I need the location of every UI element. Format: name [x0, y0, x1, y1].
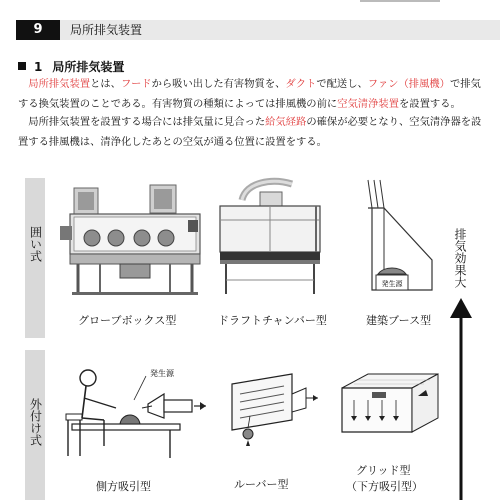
term-air-cleaner: 空気清浄装置: [337, 98, 399, 110]
booth-source-label: 発生源: [381, 280, 403, 288]
row-label-external: [25, 398, 45, 450]
louver-diagram: [222, 364, 322, 454]
paragraph-definition: 局所排気装置とは、フードから吸い出した有害物質を、ダクトで配送し、ファン（排風機）で排気する換気装置のことである。有害物質の種類によっては排風機の前に空気清浄装置を設置する。: [18, 78, 481, 110]
caption-draft-chamber: ドラフトチャンバー型: [218, 314, 327, 327]
grid-diagram: [334, 366, 444, 446]
chapter-number-badge: 9: [16, 20, 60, 40]
caption-booth: 建築ブース型: [366, 314, 432, 327]
caption-louver: ルーバー型: [234, 478, 289, 491]
caption-side-suction: 側方吸引型: [96, 480, 151, 493]
row-label-enclosed-text: 囲い式: [28, 226, 43, 262]
term-supply-path: 給気経路: [265, 116, 307, 128]
caption-glovebox: グローブボックス型: [78, 314, 177, 327]
paragraph-installation: 局所排気装置を設置する場合には排気量に見合った給気経路の確保が必要となり、空気清浄器を設置する排風機は、清浄化したあとの空気が通る位置に設置をする。: [18, 116, 482, 148]
side-suction-diagram: [60, 356, 210, 466]
term-fan: ファン（排風機）: [367, 78, 450, 90]
square-bullet-icon: [18, 62, 26, 70]
section-number: 1: [34, 60, 43, 74]
header-top-rule: [360, 0, 440, 2]
draft-chamber-photo: [212, 176, 330, 298]
section-title: 局所排気装置: [52, 60, 125, 74]
glovebox-photo: [60, 180, 210, 300]
term-local-exhaust: 局所排気装置: [28, 78, 91, 90]
caption-grid: グリッド型: [356, 464, 411, 477]
row-label-enclosed: [25, 226, 45, 266]
row-label-external-text: 外付け式: [28, 398, 43, 446]
axis-label-exhaust-effect: [452, 228, 468, 291]
section-heading: [18, 58, 124, 75]
exhaust-effect-arrow: [446, 298, 476, 500]
chapter-title: 局所排気装置: [60, 20, 500, 40]
term-hood: フード: [120, 78, 152, 90]
caption-grid-sub: （下方吸引型）: [346, 480, 423, 493]
term-duct: ダクト: [285, 78, 317, 90]
axis-label-text: 排気効果大: [453, 228, 467, 288]
booth-diagram: [360, 178, 440, 298]
side-source-label: 発生源: [150, 369, 174, 378]
